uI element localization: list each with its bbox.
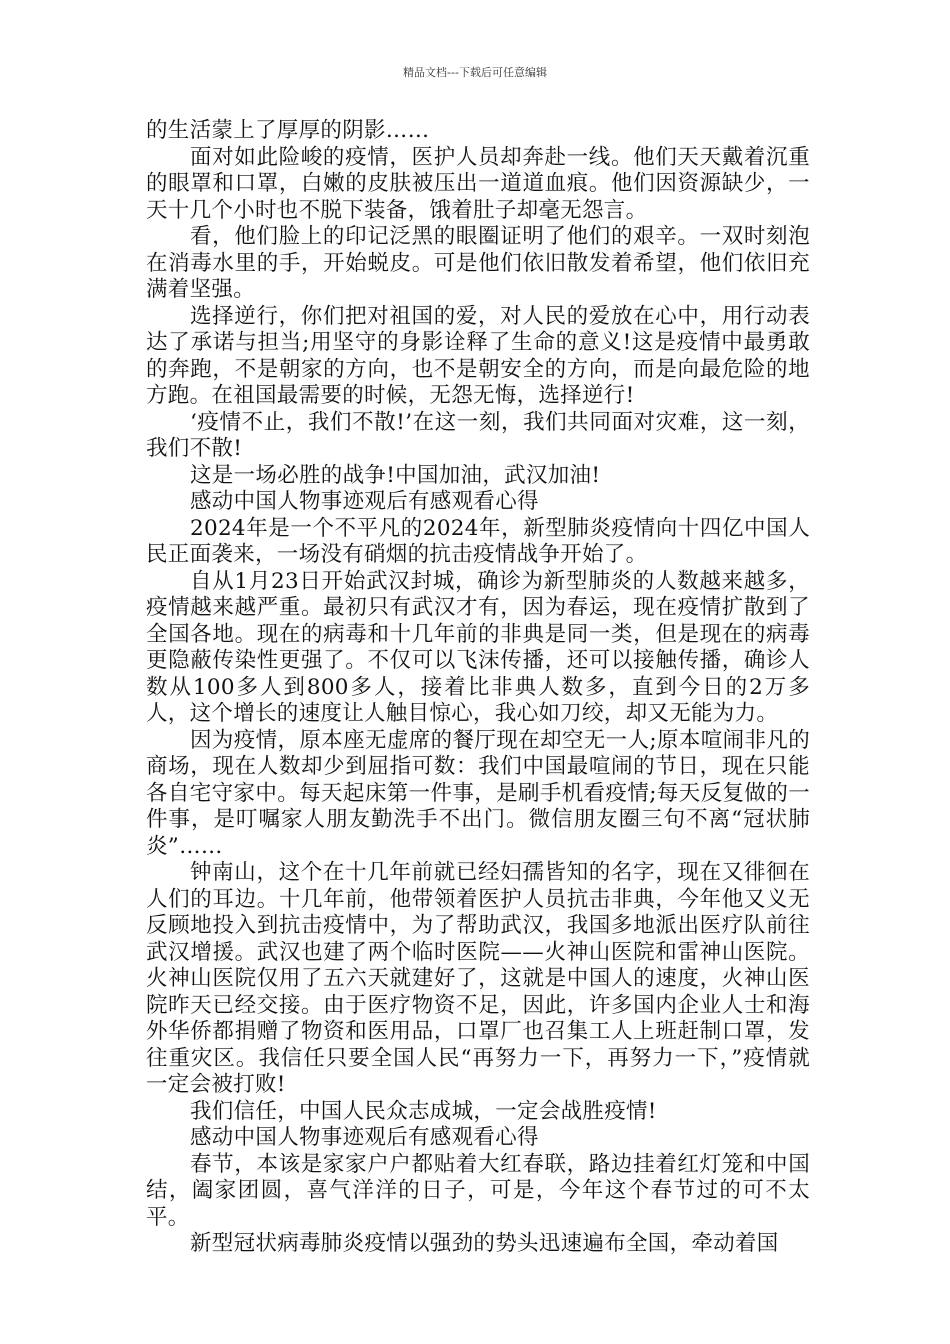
paragraph: 新型冠状病毒肺炎疫情以强劲的势头迅速遍布全国，牵动着国: [190, 1231, 779, 1256]
paragraph: 的生活蒙上了厚厚的阴影……: [146, 118, 430, 143]
paragraph: 这是一场必胜的战争!中国加油，武汉加油!: [190, 462, 601, 488]
section-heading: 感动中国人物事迹观后有感观看心得: [190, 1125, 539, 1150]
page-header: 精品文档---下载后可任意编辑: [403, 66, 547, 79]
paragraph: 春节，本该是家家户户都贴着大红春联，路边挂着红灯笼和中国结，阖家团圆，喜气洋洋的日子，可是，今年这个春节过的可不太平。: [146, 1151, 810, 1230]
document-body: [146, 118, 810, 1258]
paragraph: 选择逆行，你们把对祖国的爱，对人民的爱放在心中，用行动表达了承诺与担当;用坚守的身影诠释了生命的意义!这是疫情中最勇敢的奔跑，不是朝家的方向，也不是朝安全的方向，而是向最危险的地方跑。在祖国最需要的时候，无怨无悔，选择逆行!: [146, 303, 810, 408]
section-heading: 感动中国人物事迹观后有感观看心得: [190, 489, 539, 514]
paragraph: 面对如此险峻的疫情，医护人员却奔赴一线。他们天天戴着沉重的眼罩和口罩，白嫩的皮肤被压出一道道血痕。他们因资源缺少，一天十几个小时也不脱下装备，饿着肚子却毫无怨言。: [146, 144, 810, 223]
paragraph: 自从1月23日开始武汉封城，确诊为新型肺炎的人数越来越多，疫情越来越严重。最初只有武汉才有，因为春运，现在疫情扩散到了全国各地。现在的病毒和十几年前的非典是同一类，但是现在的病毒更隐蔽传染性更强了。不仅可以飞沫传播，还可以接触传播，确诊人数从100多人到800多人，接着比非典人数多，直到今日的2万多人，这个增长的速度让人触目惊心，我心如刀绞，却又无能为力。: [146, 568, 810, 726]
paragraph: 我们信任，中国人民众志成城，一定会战胜疫情!: [190, 1098, 657, 1124]
paragraph: 钟南山，这个在十几年前就已经妇孺皆知的名字，现在又徘徊在人们的耳边。十几年前，他带领着医护人员抗击非典，今年他又义无反顾地投入到抗击疫情中，为了帮助武汉，我国多地派出医疗队前往武汉增援。武汉也建了两个临时医院——火神山医院和雷神山医院。火神山医院仅用了五六天就建好了，这就是中国人的速度，火神山医院昨天已经交接。由于医疗物资不足，因此，许多国内企业人士和海外华侨都捐赠了物资和医用品，口罩厂也召集工人上班赶制口罩，发往重灾区。我信任只要全国人民“再努力一下，再努力一下，”疫情就一定会被打败!: [146, 860, 810, 1097]
paragraph: 因为疫情，原本座无虚席的餐厅现在却空无一人;原本喧闹非凡的商场，现在人数却少到屈指可数：我们中国最喧闹的节日，现在只能各自宅守家中。每天起床第一件事，是刷手机看疫情;每天反复做的一件事，是叮嘱家人朋友勤洗手不出门。微信朋友圈三句不离“冠状肺炎”……: [146, 727, 810, 859]
paragraph: ‘疫情不止，我们不散!’在这一刻，我们共同面对灾难，这一刻，我们不散!: [146, 409, 810, 461]
paragraph: 2024年是一个不平凡的2024年，新型肺炎疫情向十四亿中国人民正面袭来，一场没有硝烟的抗击疫情战争开始了。: [146, 515, 810, 567]
paragraph: 看，他们脸上的印记泛黑的眼圈证明了他们的艰辛。一双时刻泡在消毒水里的手，开始蜕皮。可是他们依旧散发着希望，他们依旧充满着坚强。: [146, 224, 810, 302]
